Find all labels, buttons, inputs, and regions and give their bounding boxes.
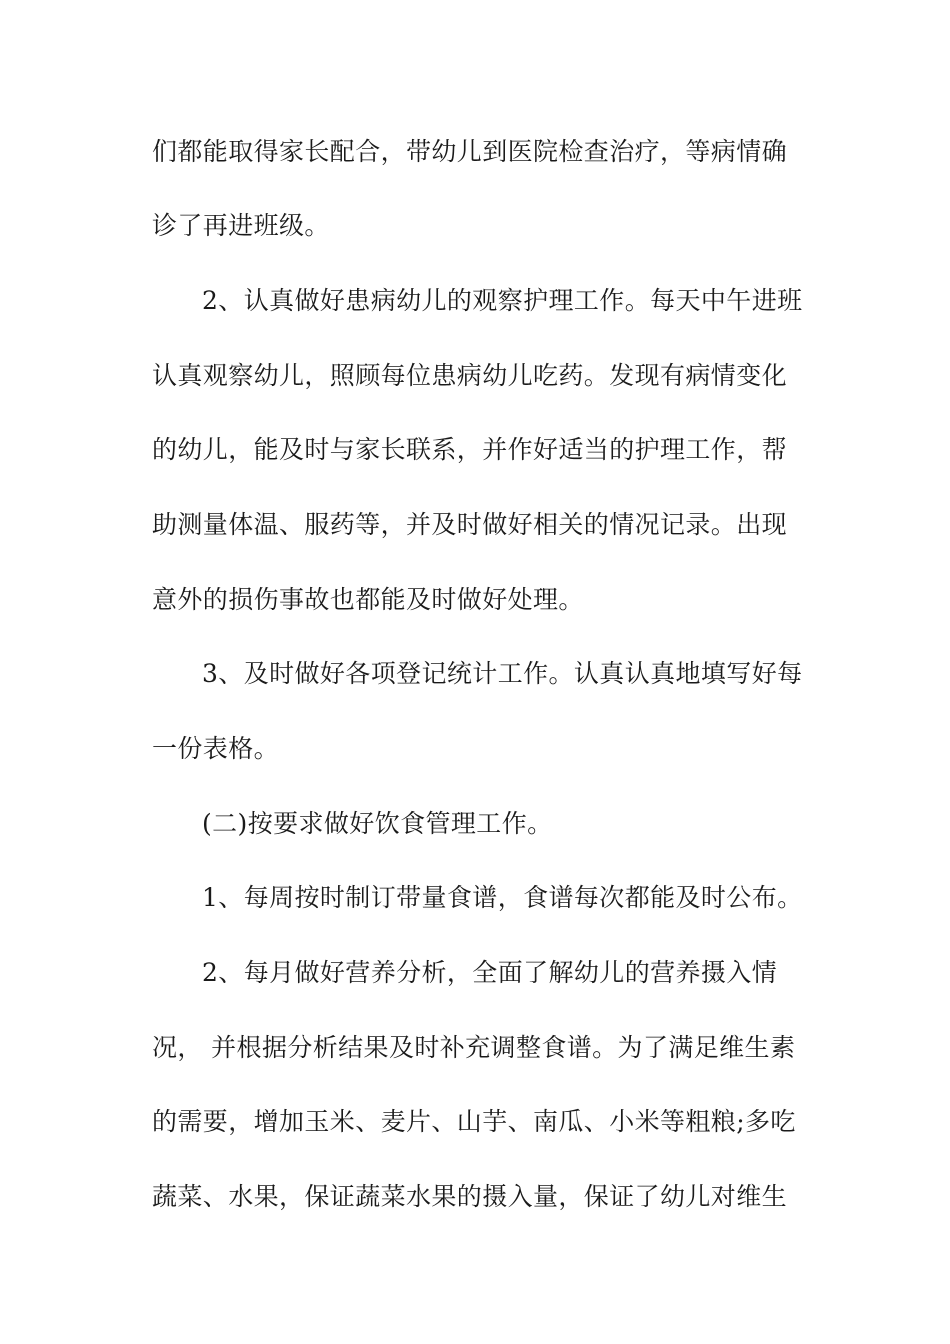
text-line: 的需要，增加玉米、麦片、山芋、南瓜、小米等粗粮;多吃 — [152, 1107, 796, 1136]
text-line: 助测量体温、服药等，并及时做好相关的情况记录。出现 — [152, 510, 788, 539]
text-line: 蔬菜、水果，保证蔬菜水果的摄入量，保证了幼儿对维生 — [152, 1182, 788, 1211]
text-line: 2、认真做好患病幼儿的观察护理工作。每天中午进班 — [202, 286, 803, 315]
text-line: 诊了再进班级。 — [152, 211, 330, 240]
text-line: 一份表格。 — [152, 734, 280, 763]
text-line: 的幼儿，能及时与家长联系，并作好适当的护理工作，帮 — [152, 435, 788, 464]
text-line: 3、及时做好各项登记统计工作。认真认真地填写好每 — [202, 659, 803, 688]
text-line: 况， 并根据分析结果及时补充调整食谱。为了满足维生素 — [152, 1033, 796, 1062]
text-line: 2、每月做好营养分析，全面了解幼儿的营养摄入情 — [202, 958, 778, 987]
text-line: 1、每周按时制订带量食谱，食谱每次都能及时公布。 — [202, 883, 803, 912]
text-line: 意外的损伤事故也都能及时做好处理。 — [152, 585, 584, 614]
text-line: 们都能取得家长配合，带幼儿到医院检查治疗，等病情确 — [152, 137, 788, 166]
section-heading: (二)按要求做好饮食管理工作。 — [202, 809, 553, 838]
text-line: 认真观察幼儿，照顾每位患病幼儿吃药。发现有病情变化 — [152, 361, 788, 390]
